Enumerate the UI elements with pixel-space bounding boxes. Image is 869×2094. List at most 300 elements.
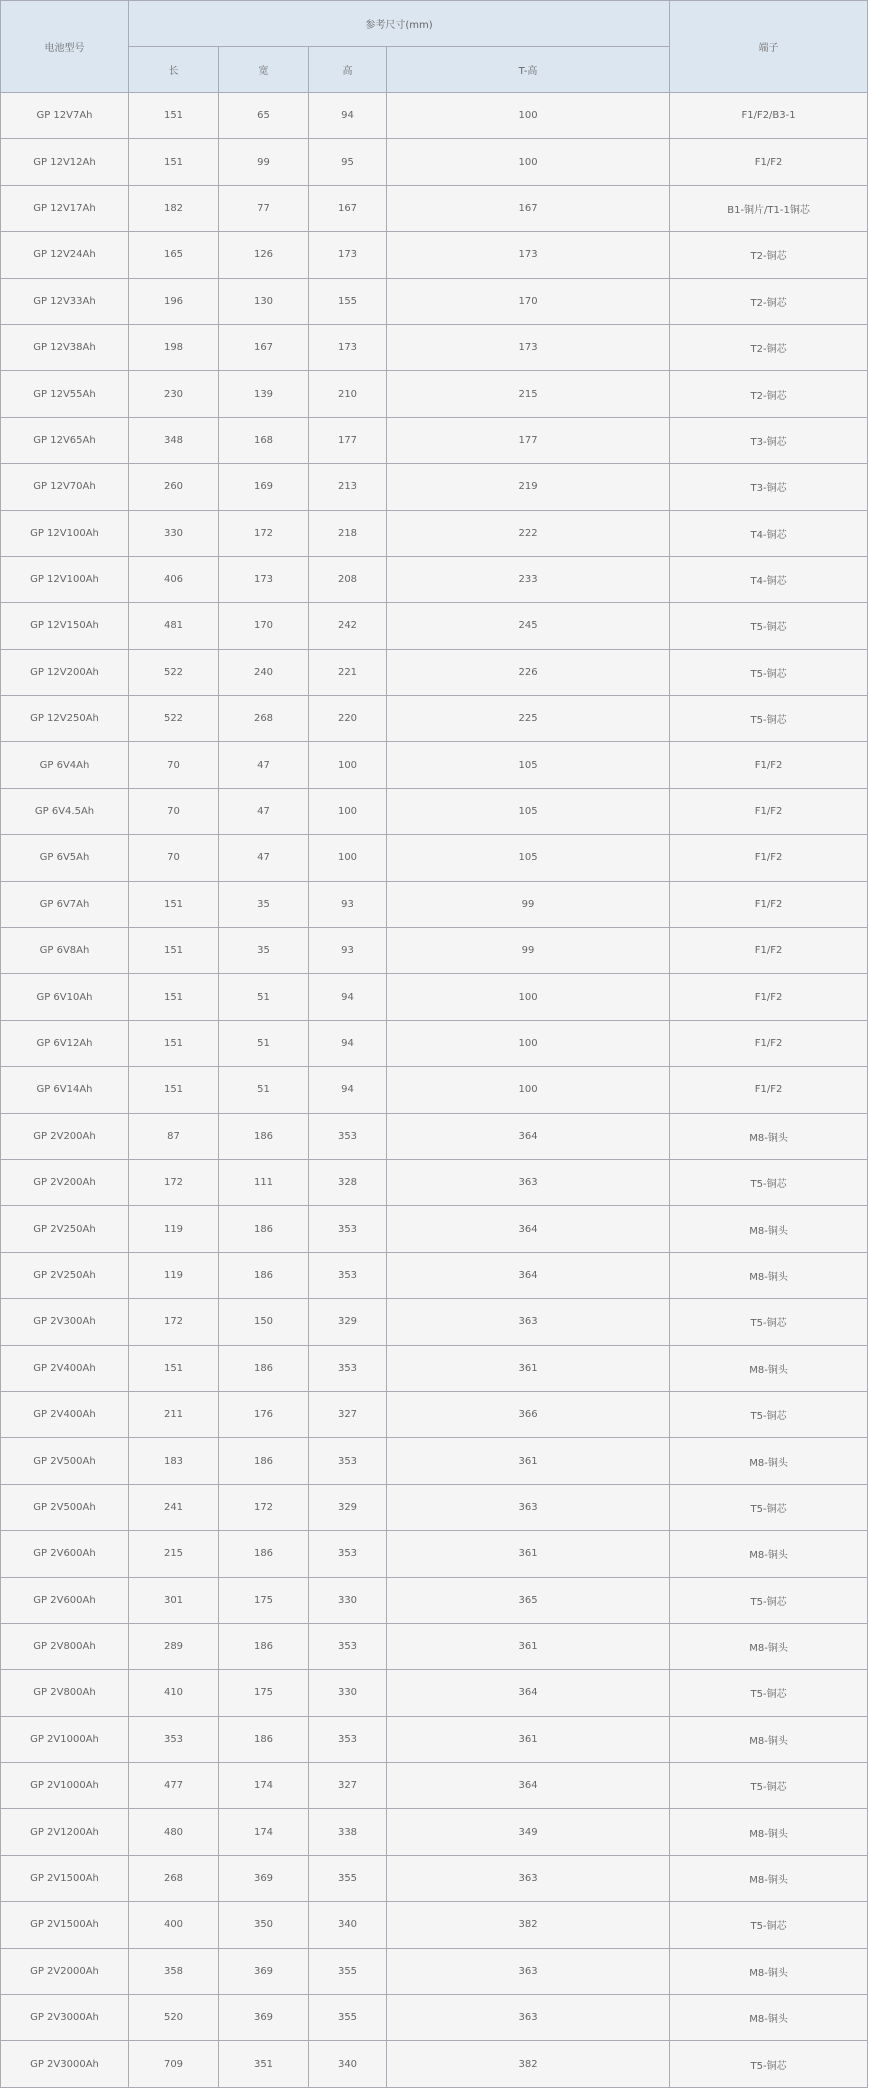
cell-height: 330: [309, 1670, 387, 1716]
cell-total-height: 364: [387, 1252, 670, 1298]
cell-model: GP 12V38Ah: [1, 324, 129, 370]
cell-terminal: T2-铜芯: [670, 232, 868, 278]
cell-model: GP 6V12Ah: [1, 1020, 129, 1066]
cell-total-height: 363: [387, 1299, 670, 1345]
cell-height: 329: [309, 1299, 387, 1345]
cell-width: 186: [219, 1623, 309, 1669]
cell-height: 94: [309, 1020, 387, 1066]
cell-length: 289: [129, 1623, 219, 1669]
cell-width: 150: [219, 1299, 309, 1345]
cell-length: 151: [129, 93, 219, 139]
cell-total-height: 361: [387, 1623, 670, 1669]
table-row: [1, 185, 868, 231]
header-total-height: T-高: [387, 47, 670, 93]
cell-model: GP 12V100Ah: [1, 510, 129, 556]
cell-length: 410: [129, 1670, 219, 1716]
header-model: 电池型号: [1, 1, 129, 93]
cell-terminal: M8-铜头: [670, 1995, 868, 2041]
cell-terminal: M8-铜头: [670, 1438, 868, 1484]
cell-length: 151: [129, 1020, 219, 1066]
cell-width: 174: [219, 1763, 309, 1809]
table-row: [1, 417, 868, 463]
cell-model: GP 6V4Ah: [1, 742, 129, 788]
table-row: [1, 1577, 868, 1623]
cell-width: 186: [219, 1531, 309, 1577]
cell-width: 186: [219, 1113, 309, 1159]
cell-total-height: 349: [387, 1809, 670, 1855]
cell-terminal: M8-铜头: [670, 1809, 868, 1855]
cell-model: GP 2V300Ah: [1, 1299, 129, 1345]
cell-model: GP 12V17Ah: [1, 185, 129, 231]
cell-height: 94: [309, 974, 387, 1020]
cell-height: 353: [309, 1113, 387, 1159]
cell-length: 151: [129, 139, 219, 185]
cell-length: 196: [129, 278, 219, 324]
cell-width: 126: [219, 232, 309, 278]
cell-width: 351: [219, 2041, 309, 2087]
cell-length: 241: [129, 1484, 219, 1530]
cell-terminal: B1-铜片/T1-1铜芯: [670, 185, 868, 231]
cell-model: GP 12V250Ah: [1, 696, 129, 742]
cell-height: 177: [309, 417, 387, 463]
cell-total-height: 170: [387, 278, 670, 324]
cell-width: 173: [219, 556, 309, 602]
cell-model: GP 6V4.5Ah: [1, 788, 129, 834]
table-row: [1, 1809, 868, 1855]
cell-terminal: T5-铜芯: [670, 1902, 868, 1948]
cell-total-height: 167: [387, 185, 670, 231]
cell-height: 220: [309, 696, 387, 742]
cell-width: 186: [219, 1716, 309, 1762]
cell-terminal: M8-铜头: [670, 1113, 868, 1159]
cell-total-height: 245: [387, 603, 670, 649]
cell-model: GP 2V3000Ah: [1, 2041, 129, 2087]
cell-length: 151: [129, 928, 219, 974]
cell-length: 301: [129, 1577, 219, 1623]
cell-height: 340: [309, 1902, 387, 1948]
cell-height: 353: [309, 1206, 387, 1252]
cell-total-height: 105: [387, 835, 670, 881]
cell-length: 522: [129, 649, 219, 695]
cell-model: GP 12V12Ah: [1, 139, 129, 185]
table-row: [1, 1995, 868, 2041]
cell-length: 211: [129, 1391, 219, 1437]
table-row: [1, 232, 868, 278]
cell-length: 151: [129, 974, 219, 1020]
cell-model: GP 2V1000Ah: [1, 1763, 129, 1809]
cell-total-height: 363: [387, 1159, 670, 1205]
cell-height: 353: [309, 1252, 387, 1298]
cell-length: 151: [129, 881, 219, 927]
cell-total-height: 222: [387, 510, 670, 556]
cell-length: 183: [129, 1438, 219, 1484]
cell-length: 260: [129, 464, 219, 510]
table-row: [1, 835, 868, 881]
cell-height: 100: [309, 742, 387, 788]
cell-height: 93: [309, 928, 387, 974]
table-row: [1, 510, 868, 556]
table-row: [1, 1531, 868, 1577]
cell-length: 358: [129, 1948, 219, 1994]
cell-terminal: F1/F2: [670, 1020, 868, 1066]
cell-terminal: T5-铜芯: [670, 696, 868, 742]
cell-height: 173: [309, 232, 387, 278]
cell-terminal: T5-铜芯: [670, 1670, 868, 1716]
cell-length: 182: [129, 185, 219, 231]
cell-width: 175: [219, 1577, 309, 1623]
cell-width: 51: [219, 1020, 309, 1066]
cell-total-height: 366: [387, 1391, 670, 1437]
table-row: [1, 1020, 868, 1066]
table-row: [1, 2041, 868, 2087]
cell-terminal: M8-铜头: [670, 1345, 868, 1391]
table-row: [1, 603, 868, 649]
cell-height: 167: [309, 185, 387, 231]
cell-height: 353: [309, 1716, 387, 1762]
cell-length: 70: [129, 788, 219, 834]
cell-terminal: F1/F2: [670, 974, 868, 1020]
table-row: [1, 278, 868, 324]
header-width: 宽: [219, 47, 309, 93]
cell-terminal: F1/F2: [670, 835, 868, 881]
cell-total-height: 215: [387, 371, 670, 417]
cell-model: GP 12V7Ah: [1, 93, 129, 139]
cell-height: 329: [309, 1484, 387, 1530]
table-row: [1, 1855, 868, 1901]
cell-total-height: 382: [387, 2041, 670, 2087]
cell-model: GP 2V500Ah: [1, 1484, 129, 1530]
cell-height: 210: [309, 371, 387, 417]
cell-model: GP 6V10Ah: [1, 974, 129, 1020]
cell-length: 268: [129, 1855, 219, 1901]
cell-width: 168: [219, 417, 309, 463]
cell-model: GP 12V24Ah: [1, 232, 129, 278]
cell-model: GP 6V5Ah: [1, 835, 129, 881]
cell-model: GP 2V400Ah: [1, 1391, 129, 1437]
cell-height: 94: [309, 93, 387, 139]
cell-model: GP 12V65Ah: [1, 417, 129, 463]
cell-height: 353: [309, 1345, 387, 1391]
cell-width: 47: [219, 742, 309, 788]
cell-terminal: T5-铜芯: [670, 1391, 868, 1437]
cell-height: 340: [309, 2041, 387, 2087]
cell-height: 100: [309, 788, 387, 834]
cell-terminal: T4-铜芯: [670, 510, 868, 556]
cell-model: GP 6V8Ah: [1, 928, 129, 974]
cell-width: 369: [219, 1855, 309, 1901]
cell-total-height: 99: [387, 928, 670, 974]
table-row: [1, 1763, 868, 1809]
cell-length: 151: [129, 1345, 219, 1391]
cell-length: 522: [129, 696, 219, 742]
table-row: [1, 1716, 868, 1762]
cell-terminal: F1/F2: [670, 139, 868, 185]
cell-length: 172: [129, 1299, 219, 1345]
cell-width: 175: [219, 1670, 309, 1716]
table-header: [1, 1, 868, 93]
cell-terminal: T5-铜芯: [670, 1577, 868, 1623]
cell-terminal: M8-铜头: [670, 1716, 868, 1762]
cell-total-height: 363: [387, 1855, 670, 1901]
cell-total-height: 361: [387, 1531, 670, 1577]
cell-terminal: T5-铜芯: [670, 649, 868, 695]
cell-terminal: M8-铜头: [670, 1855, 868, 1901]
cell-total-height: 364: [387, 1113, 670, 1159]
cell-length: 119: [129, 1252, 219, 1298]
table-row: [1, 788, 868, 834]
table-row: [1, 649, 868, 695]
cell-terminal: T3-铜芯: [670, 464, 868, 510]
cell-width: 369: [219, 1948, 309, 1994]
cell-width: 350: [219, 1902, 309, 1948]
cell-length: 480: [129, 1809, 219, 1855]
table-row: [1, 1345, 868, 1391]
cell-length: 151: [129, 1067, 219, 1113]
cell-length: 165: [129, 232, 219, 278]
table-row: [1, 1438, 868, 1484]
cell-terminal: T3-铜芯: [670, 417, 868, 463]
cell-length: 520: [129, 1995, 219, 2041]
cell-model: GP 2V800Ah: [1, 1623, 129, 1669]
cell-width: 47: [219, 788, 309, 834]
cell-model: GP 12V33Ah: [1, 278, 129, 324]
cell-height: 327: [309, 1391, 387, 1437]
cell-height: 328: [309, 1159, 387, 1205]
table-row: [1, 1206, 868, 1252]
cell-terminal: T4-铜芯: [670, 556, 868, 602]
table-row: [1, 1623, 868, 1669]
cell-width: 170: [219, 603, 309, 649]
cell-total-height: 99: [387, 881, 670, 927]
cell-width: 186: [219, 1252, 309, 1298]
cell-height: 221: [309, 649, 387, 695]
table-row: [1, 556, 868, 602]
cell-model: GP 12V200Ah: [1, 649, 129, 695]
cell-length: 481: [129, 603, 219, 649]
cell-total-height: 361: [387, 1438, 670, 1484]
cell-model: GP 2V2000Ah: [1, 1948, 129, 1994]
cell-terminal: M8-铜头: [670, 1531, 868, 1577]
cell-terminal: T5-铜芯: [670, 603, 868, 649]
cell-model: GP 12V55Ah: [1, 371, 129, 417]
cell-model: GP 2V600Ah: [1, 1531, 129, 1577]
cell-width: 35: [219, 881, 309, 927]
cell-total-height: 105: [387, 788, 670, 834]
cell-height: 155: [309, 278, 387, 324]
cell-total-height: 100: [387, 1020, 670, 1066]
table-row: [1, 1252, 868, 1298]
cell-model: GP 2V500Ah: [1, 1438, 129, 1484]
cell-terminal: F1/F2: [670, 788, 868, 834]
cell-terminal: F1/F2/B3-1: [670, 93, 868, 139]
cell-width: 111: [219, 1159, 309, 1205]
cell-model: GP 12V150Ah: [1, 603, 129, 649]
cell-length: 119: [129, 1206, 219, 1252]
cell-length: 348: [129, 417, 219, 463]
table-row: [1, 928, 868, 974]
cell-terminal: T5-铜芯: [670, 1159, 868, 1205]
table-row: [1, 1670, 868, 1716]
cell-height: 94: [309, 1067, 387, 1113]
cell-height: 213: [309, 464, 387, 510]
cell-model: GP 2V600Ah: [1, 1577, 129, 1623]
cell-width: 186: [219, 1438, 309, 1484]
cell-width: 130: [219, 278, 309, 324]
table-row: [1, 881, 868, 927]
cell-terminal: T2-铜芯: [670, 278, 868, 324]
cell-length: 70: [129, 742, 219, 788]
cell-total-height: 233: [387, 556, 670, 602]
cell-total-height: 364: [387, 1763, 670, 1809]
cell-total-height: 382: [387, 1902, 670, 1948]
table-row: [1, 93, 868, 139]
cell-total-height: 363: [387, 1948, 670, 1994]
cell-total-height: 105: [387, 742, 670, 788]
cell-model: GP 2V400Ah: [1, 1345, 129, 1391]
cell-height: 330: [309, 1577, 387, 1623]
cell-total-height: 364: [387, 1206, 670, 1252]
cell-height: 355: [309, 1855, 387, 1901]
cell-length: 172: [129, 1159, 219, 1205]
table-row: [1, 1902, 868, 1948]
table-row: [1, 464, 868, 510]
cell-length: 406: [129, 556, 219, 602]
table-row: [1, 742, 868, 788]
table-body: [1, 93, 868, 2088]
cell-total-height: 100: [387, 974, 670, 1020]
cell-model: GP 2V1000Ah: [1, 1716, 129, 1762]
cell-width: 369: [219, 1995, 309, 2041]
cell-terminal: M8-铜头: [670, 1948, 868, 1994]
cell-model: GP 2V1500Ah: [1, 1902, 129, 1948]
cell-terminal: T2-铜芯: [670, 371, 868, 417]
cell-length: 353: [129, 1716, 219, 1762]
cell-length: 70: [129, 835, 219, 881]
cell-total-height: 364: [387, 1670, 670, 1716]
cell-width: 99: [219, 139, 309, 185]
cell-height: 355: [309, 1995, 387, 2041]
cell-length: 477: [129, 1763, 219, 1809]
cell-width: 172: [219, 510, 309, 556]
cell-terminal: F1/F2: [670, 928, 868, 974]
cell-terminal: M8-铜头: [670, 1252, 868, 1298]
cell-width: 35: [219, 928, 309, 974]
cell-height: 173: [309, 324, 387, 370]
cell-total-height: 173: [387, 232, 670, 278]
table-row: [1, 1948, 868, 1994]
cell-terminal: F1/F2: [670, 881, 868, 927]
cell-total-height: 100: [387, 139, 670, 185]
cell-terminal: T5-铜芯: [670, 2041, 868, 2087]
cell-width: 47: [219, 835, 309, 881]
cell-width: 77: [219, 185, 309, 231]
cell-total-height: 365: [387, 1577, 670, 1623]
cell-height: 208: [309, 556, 387, 602]
cell-total-height: 361: [387, 1345, 670, 1391]
cell-height: 353: [309, 1531, 387, 1577]
header-terminal: 端子: [670, 1, 868, 93]
table-row: [1, 974, 868, 1020]
cell-length: 87: [129, 1113, 219, 1159]
cell-width: 240: [219, 649, 309, 695]
cell-total-height: 177: [387, 417, 670, 463]
cell-terminal: M8-铜头: [670, 1206, 868, 1252]
cell-total-height: 226: [387, 649, 670, 695]
cell-model: GP 2V200Ah: [1, 1113, 129, 1159]
cell-height: 93: [309, 881, 387, 927]
cell-width: 186: [219, 1345, 309, 1391]
table-row: [1, 1067, 868, 1113]
table-row: [1, 1391, 868, 1437]
cell-model: GP 6V7Ah: [1, 881, 129, 927]
cell-model: GP 2V250Ah: [1, 1206, 129, 1252]
cell-height: 95: [309, 139, 387, 185]
cell-terminal: F1/F2: [670, 1067, 868, 1113]
cell-height: 218: [309, 510, 387, 556]
table-row: [1, 371, 868, 417]
header-height: 高: [309, 47, 387, 93]
cell-terminal: T5-铜芯: [670, 1299, 868, 1345]
cell-total-height: 219: [387, 464, 670, 510]
header-length: 长: [129, 47, 219, 93]
cell-model: GP 12V100Ah: [1, 556, 129, 602]
cell-total-height: 361: [387, 1716, 670, 1762]
cell-width: 169: [219, 464, 309, 510]
cell-height: 353: [309, 1623, 387, 1669]
cell-height: 242: [309, 603, 387, 649]
cell-length: 709: [129, 2041, 219, 2087]
cell-model: GP 2V1500Ah: [1, 1855, 129, 1901]
cell-width: 186: [219, 1206, 309, 1252]
cell-terminal: M8-铜头: [670, 1623, 868, 1669]
table-row: [1, 324, 868, 370]
cell-length: 230: [129, 371, 219, 417]
cell-terminal: T2-铜芯: [670, 324, 868, 370]
cell-model: GP 2V3000Ah: [1, 1995, 129, 2041]
table-row: [1, 1299, 868, 1345]
cell-height: 355: [309, 1948, 387, 1994]
cell-width: 167: [219, 324, 309, 370]
cell-width: 174: [219, 1809, 309, 1855]
cell-terminal: T5-铜芯: [670, 1763, 868, 1809]
cell-length: 330: [129, 510, 219, 556]
cell-width: 172: [219, 1484, 309, 1530]
cell-width: 176: [219, 1391, 309, 1437]
header-dimensions-group: 参考尺寸(mm): [129, 1, 670, 47]
cell-model: GP 2V250Ah: [1, 1252, 129, 1298]
cell-model: GP 6V14Ah: [1, 1067, 129, 1113]
cell-model: GP 2V800Ah: [1, 1670, 129, 1716]
table-row: [1, 139, 868, 185]
cell-total-height: 363: [387, 1484, 670, 1530]
cell-width: 65: [219, 93, 309, 139]
cell-total-height: 225: [387, 696, 670, 742]
cell-total-height: 100: [387, 1067, 670, 1113]
cell-length: 198: [129, 324, 219, 370]
table-row: [1, 1159, 868, 1205]
cell-model: GP 2V1200Ah: [1, 1809, 129, 1855]
cell-height: 100: [309, 835, 387, 881]
table-row: [1, 696, 868, 742]
cell-height: 327: [309, 1763, 387, 1809]
cell-total-height: 363: [387, 1995, 670, 2041]
cell-width: 268: [219, 696, 309, 742]
cell-length: 400: [129, 1902, 219, 1948]
cell-width: 51: [219, 974, 309, 1020]
cell-width: 139: [219, 371, 309, 417]
cell-total-height: 100: [387, 93, 670, 139]
cell-model: GP 12V70Ah: [1, 464, 129, 510]
